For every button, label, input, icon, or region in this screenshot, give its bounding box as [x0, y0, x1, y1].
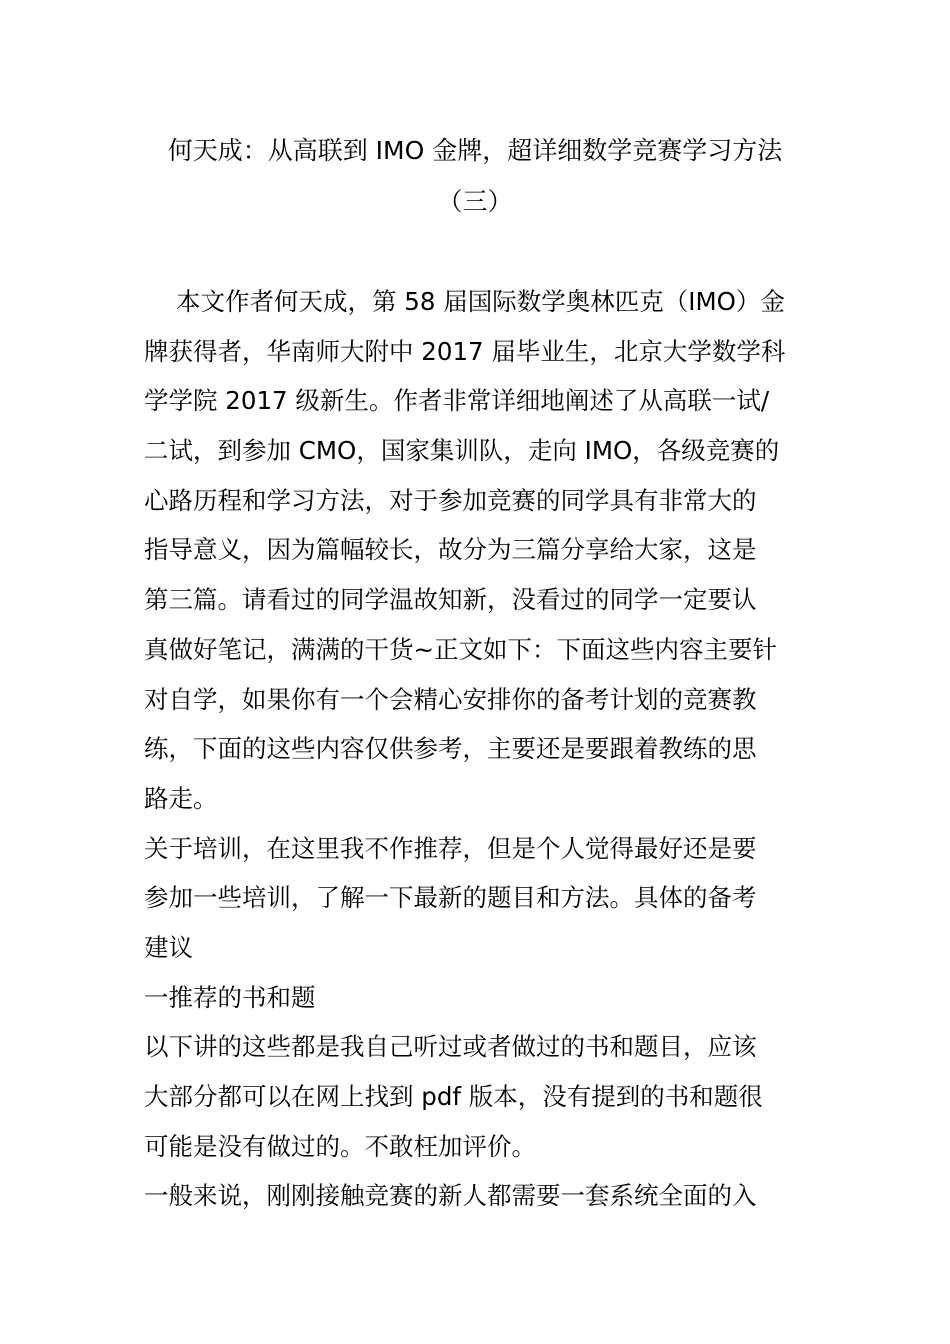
body-line: 心路历程和学习方法，对于参加竞赛的同学具有非常大的	[144, 485, 757, 515]
title-line-1: 何天成：从高联到 IMO 金牌，超详细数学竞赛学习方法	[167, 136, 783, 165]
section-heading: 一推荐的书和题	[144, 982, 316, 1012]
body-line: 建议	[144, 932, 193, 962]
body-line: 参加一些培训，了解一下最新的题目和方法。具体的备考	[144, 883, 757, 913]
body-line: 对自学，如果你有一个会精心安排你的备考计划的竞赛教	[144, 684, 757, 714]
body-line: 大部分都可以在网上找到 pdf 版本，没有提到的书和题很	[144, 1082, 763, 1111]
body-line: 以下讲的这些都是我自己听过或者做过的书和题目，应该	[144, 1032, 757, 1062]
body-line: 本文作者何天成，第 58 届国际数学奥林匹克（IMO）金	[176, 287, 785, 316]
body-line: 二试，到参加 CMO，国家集训队，走向 IMO，各级竞赛的	[144, 436, 780, 466]
body-line: 可能是没有做过的。不敢枉加评价。	[144, 1131, 536, 1161]
body-line: 学学院 2017 级新生。作者非常详细地阐述了从高联一试/	[144, 386, 770, 416]
body-line: 练，下面的这些内容仅供参考，主要还是要跟着教练的思	[144, 734, 757, 764]
body-line: 指导意义，因为篇幅较长，故分为三篇分享给大家，这是	[144, 535, 757, 565]
title-line-2: （三）	[437, 187, 513, 216]
body-line: 一般来说，刚刚接触竞赛的新人都需要一套系统全面的入	[144, 1181, 757, 1211]
body-line: 路走。	[144, 783, 218, 813]
article-body	[144, 277, 812, 1221]
body-line: 牌获得者，华南师大附中 2017 届毕业生，北京大学数学科	[144, 336, 786, 366]
body-line: 第三篇。请看过的同学温故知新，没看过的同学一定要认	[144, 585, 757, 615]
body-line: 关于培训，在这里我不作推荐，但是个人觉得最好还是要	[144, 833, 757, 863]
body-line: 真做好笔记，满满的干货~正文如下：下面这些内容主要针	[144, 634, 778, 664]
